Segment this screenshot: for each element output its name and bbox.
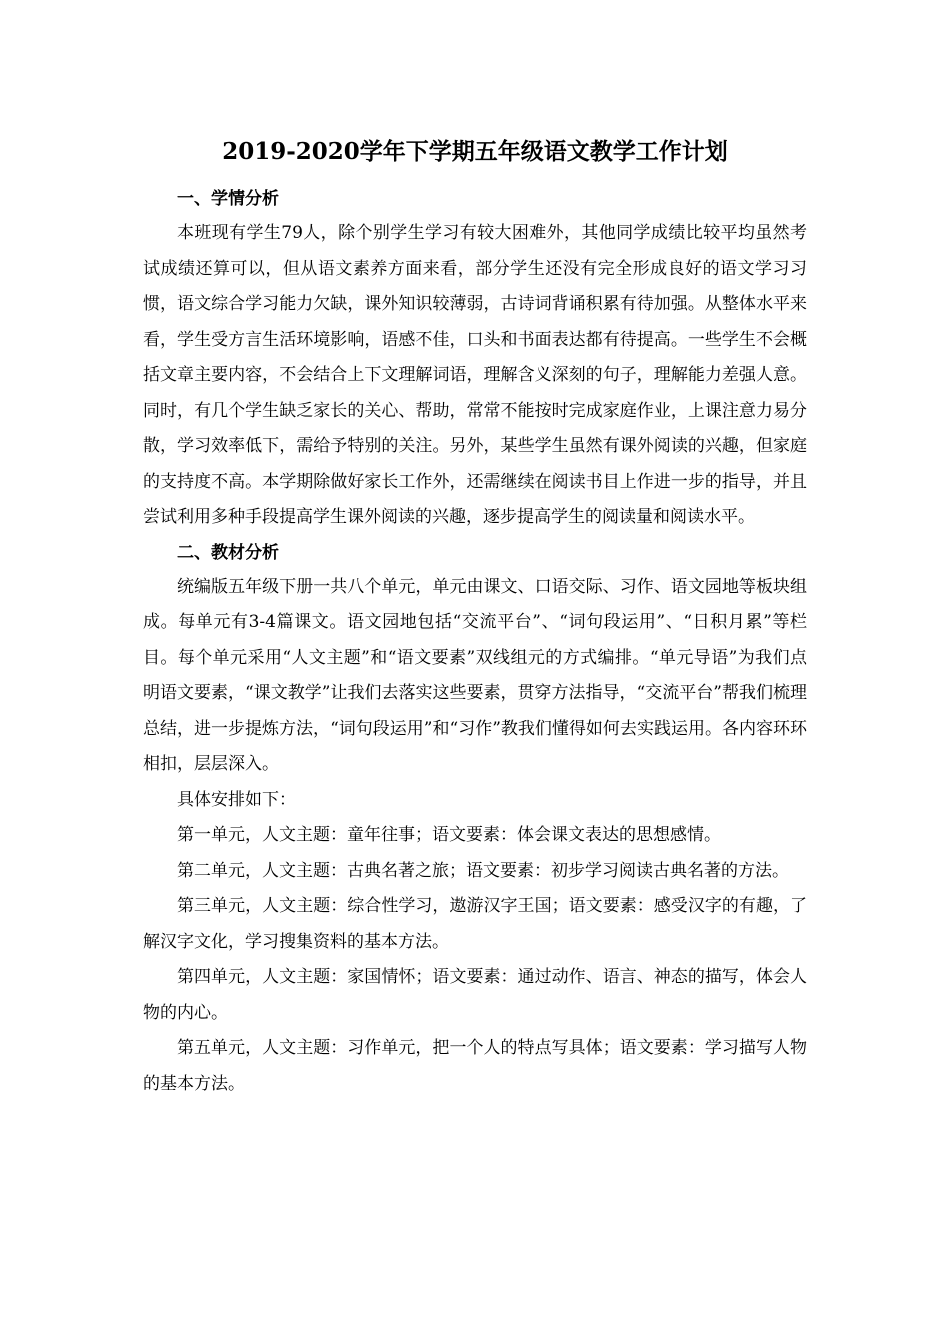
paragraph-student-analysis: 本班现有学生79人，除个别学生学习有较大困难外，其他同学成绩比较平均虽然考试成绩还算可以，但从语文素养方面来看，部分学生还没有完全形成良好的语文学习习惯，语文综合学习能力欠缺，课外知识较薄弱，古诗词背诵积累有待加强。从整体水平来看，学生受方言生活环境影响，语感不佳，口头和书面表达都有待提高。一些学生不会概括文章主要内容，不会结合上下文理解词语，理解含义深刻的句子，理解能力差强人意。同时，有几个学生缺乏家长的关心、帮助，常常不能按时完成家庭作业，上课注意力易分散，学习效率低下，需给予特别的关注。另外，某些学生虽然有课外阅读的兴趣，但家庭的支持度不高。本学期除做好家长工作外，还需继续在阅读书目上作进一步的指导，并且尝试利用多种手段提高学生课外阅读的兴趣，逐步提高学生的阅读量和阅读水平。: [143, 223, 807, 527]
paragraph-unit-1: 第一单元，人文主题：童年往事；语文要素：体会课文表达的思想感情。: [177, 825, 721, 845]
paragraph-unit-5: 第五单元，人文主题：习作单元，把一个人的特点写具体；语文要素：学习描写人物的基本方法。: [143, 1038, 807, 1094]
section-heading-textbook-analysis: 二、教材分析: [177, 542, 279, 563]
page-title: 2019-2020学年下学期五年级语文教学工作计划: [222, 138, 728, 165]
paragraph-unit-4: 第四单元，人文主题：家国情怀；语文要素：通过动作、语言、神态的描写，体会人物的内心。: [143, 967, 807, 1023]
paragraph-unit-3: 第三单元，人文主题：综合性学习，遨游汉字王国；语文要素：感受汉字的有趣，了解汉字文化，学习搜集资料的基本方法。: [143, 896, 807, 952]
paragraph-textbook-overview: 统编版五年级下册一共八个单元，单元由课文、口语交际、习作、语文园地等板块组成。每单元有3-4篇课文。语文园地包括“交流平台”、“词句段运用”、“日积月累”等栏目。每个单元采用“人文主题”和“语文要素”双线组元的方式编排。“单元导语”为我们点明语文要素，“课文教学”让我们去落实这些要素，贯穿方法指导，“交流平台”帮我们梳理总结，进一步提炼方法，“词句段运用”和“习作”教我们懂得如何去实践运用。各内容环环相扣，层层深入。: [143, 576, 807, 774]
document-body: [143, 182, 807, 1102]
paragraph-unit-2: 第二单元，人文主题：古典名著之旅；语文要素：初步学习阅读古典名著的方法。: [177, 860, 789, 881]
paragraph-arrangement-intro: 具体安排如下：: [177, 789, 296, 810]
section-heading-student-analysis: 一、学情分析: [177, 189, 279, 209]
